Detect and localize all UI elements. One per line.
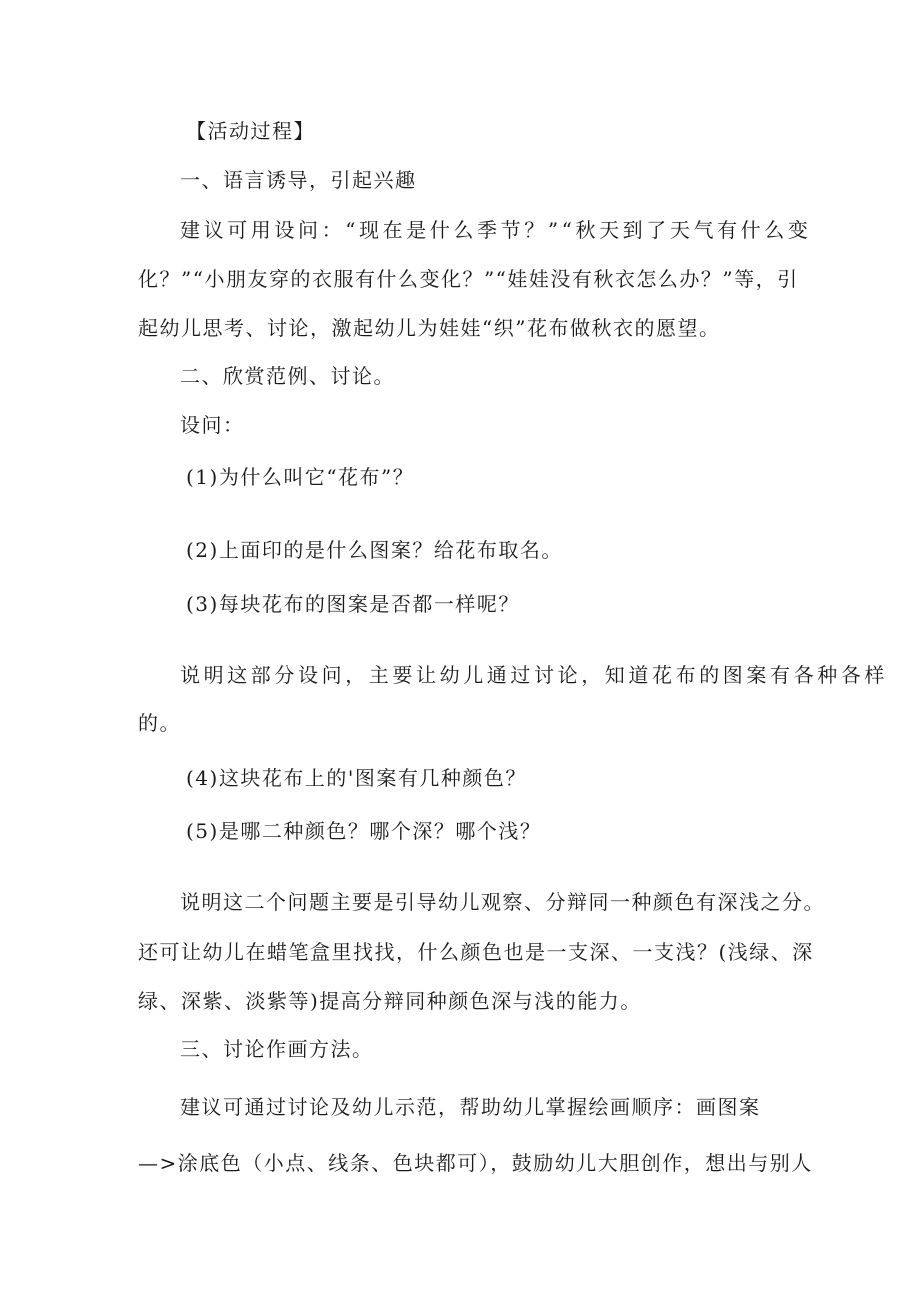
- explanation-line: 绿、深紫、淡紫等)提高分辩同种颜色深与浅的能力。: [138, 989, 642, 1013]
- question-item: (1)为什么叫它“花布”？: [186, 465, 415, 489]
- explanation-line: 说明这部分设问，主要让幼儿通过讨论，知道花布的图案有各种各样: [180, 663, 888, 687]
- explanation-line: 还可让幼儿在蜡笔盒里找找，什么颜色也是一支深、一支浅？(浅绿、深: [138, 940, 814, 964]
- explanation-line: 说明这二个问题主要是引导幼儿观察、分辩同一种颜色有深浅之分。: [180, 890, 825, 914]
- question-item: (4)这块花布上的'图案有几种颜色？: [186, 766, 527, 790]
- section1-paragraph-line: 建议可用设问：“现在是什么季节？”“秋天到了天气有什么变: [180, 218, 812, 242]
- explanation-line: 的。: [138, 711, 181, 735]
- section1-paragraph-line: 化？”“小朋友穿的衣服有什么变化？”“娃娃没有秋衣怎么办？”等，引: [138, 267, 799, 291]
- section2-prompt: 设问：: [180, 413, 245, 437]
- section3-paragraph-line: —>涂底色（小点、线条、色块都可），鼓励幼儿大胆创作，想出与别人: [138, 1151, 813, 1175]
- section1-title: 一、语言诱导，引起兴趣: [180, 168, 417, 192]
- section1-paragraph-line: 起幼儿思考、讨论，激起幼儿为娃娃“织”花布做秋衣的愿望。: [138, 316, 721, 340]
- section3-title: 三、讨论作画方法。: [180, 1037, 374, 1061]
- section2-title: 二、欣赏范例、讨论。: [180, 364, 395, 388]
- question-item: (2)上面印的是什么图案？给花布取名。: [186, 538, 563, 562]
- question-item: (3)每块花布的图案是否都一样呢？: [186, 592, 520, 616]
- activity-heading: 【活动过程】: [186, 119, 315, 143]
- section3-paragraph-line: 建议可通过讨论及幼儿示范，帮助幼儿掌握绘画顺序：画图案: [180, 1095, 761, 1119]
- question-item: (5)是哪二种颜色？哪个深？哪个浅？: [186, 819, 542, 843]
